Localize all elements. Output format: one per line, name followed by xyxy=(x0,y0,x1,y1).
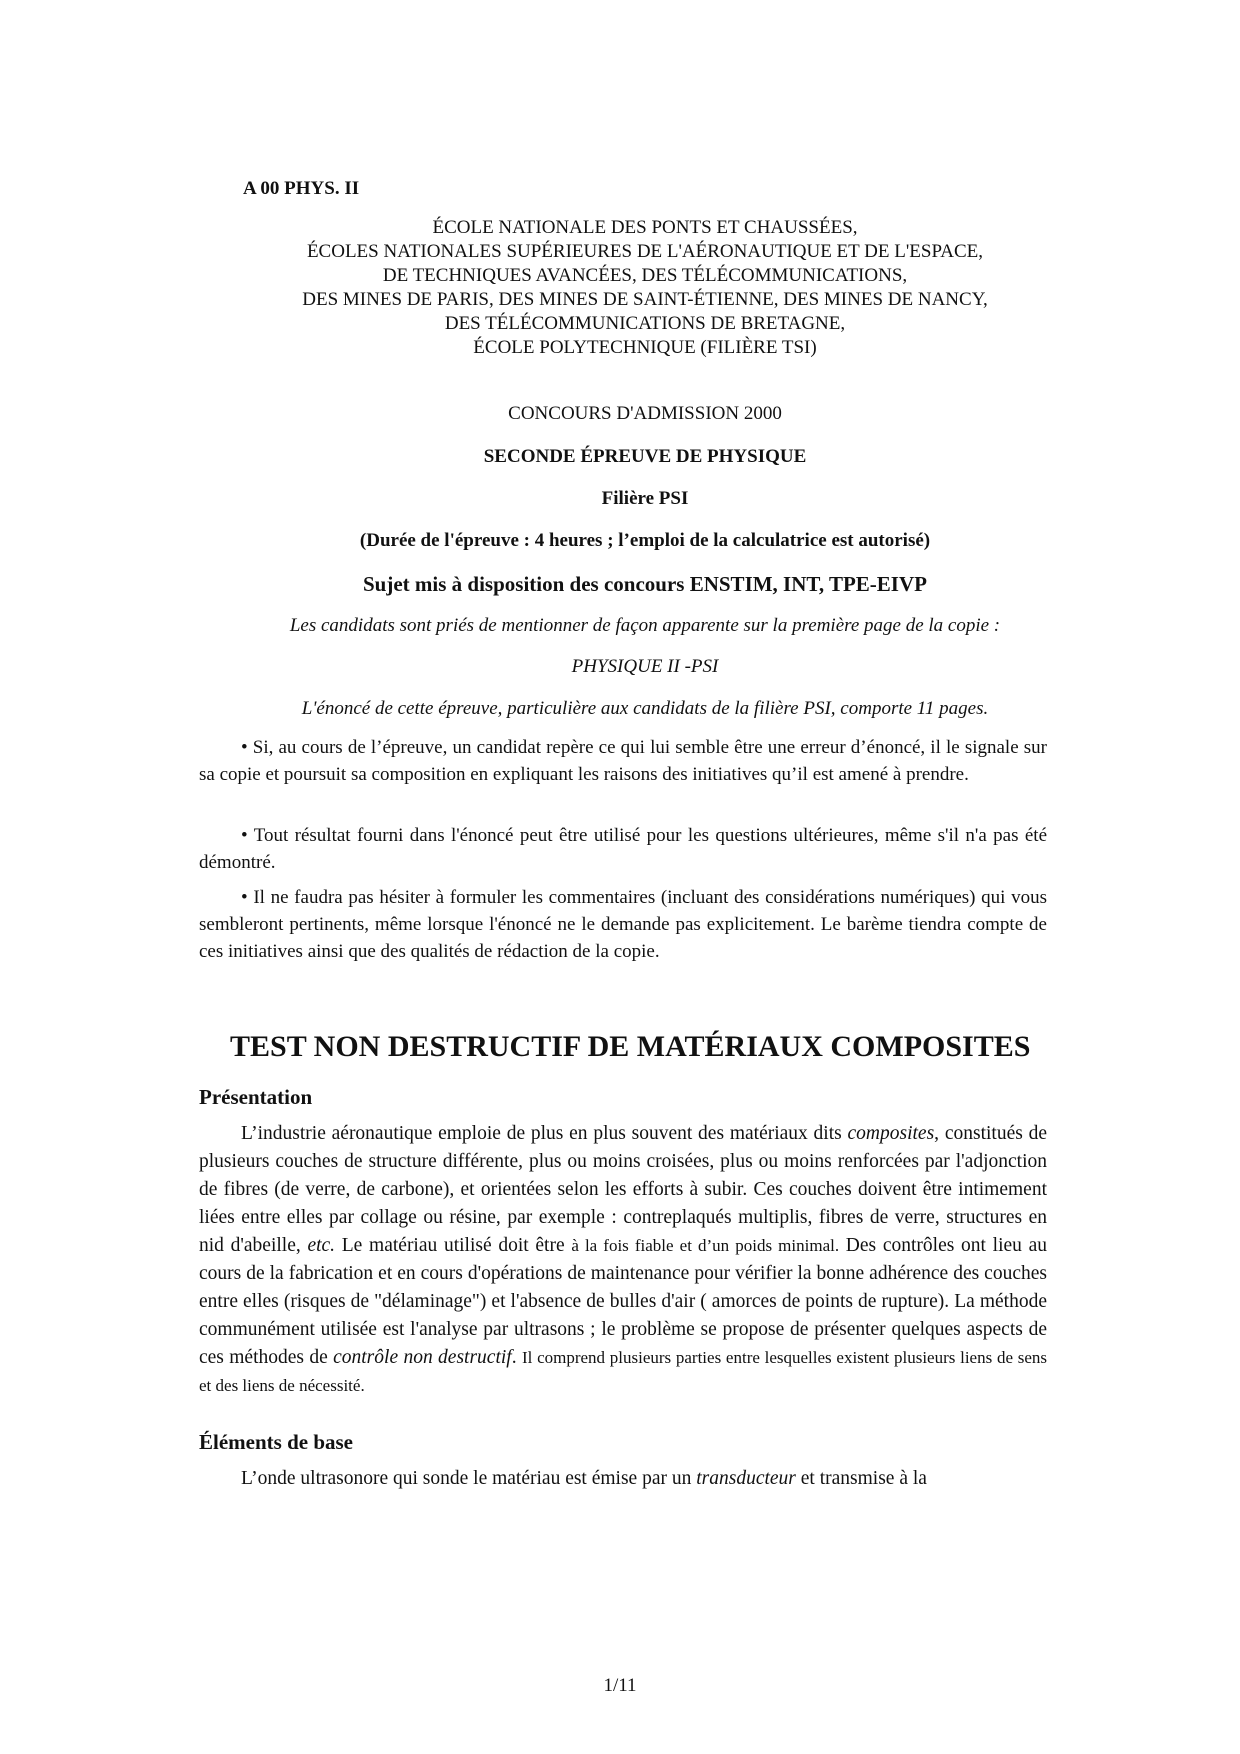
school-line: ÉCOLE NATIONALE DES PONTS ET CHAUSSÉES, xyxy=(432,217,858,238)
duree-note: (Durée de l'épreuve : 4 heures ; l’emploi de la calculatrice est autorisé) xyxy=(359,530,931,551)
concours-title: CONCOURS D'ADMISSION 2000 xyxy=(508,403,782,424)
epreuve-title: SECONDE ÉPREUVE DE PHYSIQUE xyxy=(483,446,807,467)
school-line: ÉCOLE POLYTECHNIQUE (FILIÈRE TSI) xyxy=(473,337,817,358)
elements-paragraph xyxy=(199,1465,1047,1493)
school-line: ÉCOLES NATIONALES SUPÉRIEURES DE L'AÉRONAUTIQUE ET DE L'ESPACE, xyxy=(306,241,984,262)
section-heading-presentation: Présentation xyxy=(199,1085,313,1109)
section-heading-elements: Éléments de base xyxy=(199,1430,353,1454)
presentation-paragraph xyxy=(199,1120,1047,1400)
emphasis: transducteur xyxy=(696,1468,796,1489)
text-run: Des contrôles ont lieu au cours de la fabrication et en cours d'opérations de maintenance pour vérifier la bonne adhérence des couches entre elles (risques de "délaminage") et l'absence de bulles d'air ( amorces de points de rupture). La méthode communément utilisée est l'analyse par ultrasons ; le problème se propose de présenter quelques aspects de ces méthodes de xyxy=(199,1235,1047,1368)
school-line: DE TECHNIQUES AVANCÉES, DES TÉLÉCOMMUNICATIONS, xyxy=(382,265,908,286)
copy-label: PHYSIQUE II -PSI xyxy=(571,656,719,677)
school-line: DES MINES DE PARIS, DES MINES DE SAINT-ÉTIENNE, DES MINES DE NANCY, xyxy=(302,289,988,310)
emphasis: contrôle non destructif xyxy=(333,1347,512,1368)
emphasis: etc. xyxy=(307,1235,336,1256)
school-line: DES TÉLÉCOMMUNICATIONS DE BRETAGNE, xyxy=(444,313,846,334)
text-run: Le matériau utilisé doit être xyxy=(335,1235,572,1256)
rule-paragraph: • Si, au cours de l’épreuve, un candidat repère ce qui lui semble être une erreur d’énoncé, il le signale sur sa copie et poursuit sa composition en expliquant les raisons des initiatives qu’il est amené à prendre. xyxy=(199,737,1047,785)
rule-paragraph: • Il ne faudra pas hésiter à formuler les commentaires (incluant des considérations numériques) qui vous sembleront pertinents, même lorsque l'énoncé ne le demande pas explicitement. Le barème tiendra compte de ces initiatives ainsi que des qualités de rédaction de la copie. xyxy=(199,887,1047,962)
schools-list xyxy=(200,216,1090,360)
text-run: Il comprend plusieurs parties entre lesquelles existent plusieurs liens de sens et des liens de nécessité. xyxy=(199,1348,1047,1395)
exam-code: A 00 PHYS. II xyxy=(243,178,360,199)
filiere-label: Filière PSI xyxy=(601,488,689,509)
text-run: L’onde ultrasonore qui sonde le matériau est émise par un xyxy=(241,1468,697,1489)
page-number: 1/11 xyxy=(603,1675,637,1696)
main-title: TEST NON DESTRUCTIF DE MATÉRIAUX COMPOSITES xyxy=(230,1030,1031,1063)
emphasis: composites xyxy=(847,1123,935,1144)
text-run: L’industrie aéronautique emploie de plus en plus souvent des matériaux dits xyxy=(241,1123,848,1144)
pages-note: L'énoncé de cette épreuve, particulière aux candidats de la filière PSI, comporte 11 pages. xyxy=(301,698,989,719)
rule-paragraph: • Tout résultat fourni dans l'énoncé peut être utilisé pour les questions ultérieures, même s'il n'a pas été démontré. xyxy=(199,825,1047,873)
text-run: . xyxy=(511,1347,522,1368)
instruction-note: Les candidats sont priés de mentionner de façon apparente sur la première page de la copie : xyxy=(289,615,1001,636)
sujet-note: Sujet mis à disposition des concours ENSTIM, INT, TPE-EIVP xyxy=(363,572,927,596)
text-run: et transmise à la xyxy=(795,1468,927,1489)
text-run: , constitués de plusieurs couches de structure différente, plus ou moins croisées, plus ou moins renforcées par l'adjonction de fibres (de verre, de carbone), et orientées selon les efforts à subir. Ces couches doivent être intimement liées entre elles par collage ou résine, par exemple : contreplaqués multiplis, fibres de verre, structures en nid d'abeille, xyxy=(199,1123,1047,1256)
text-run: à la fois fiable et d’un poids minimal. xyxy=(571,1236,840,1255)
